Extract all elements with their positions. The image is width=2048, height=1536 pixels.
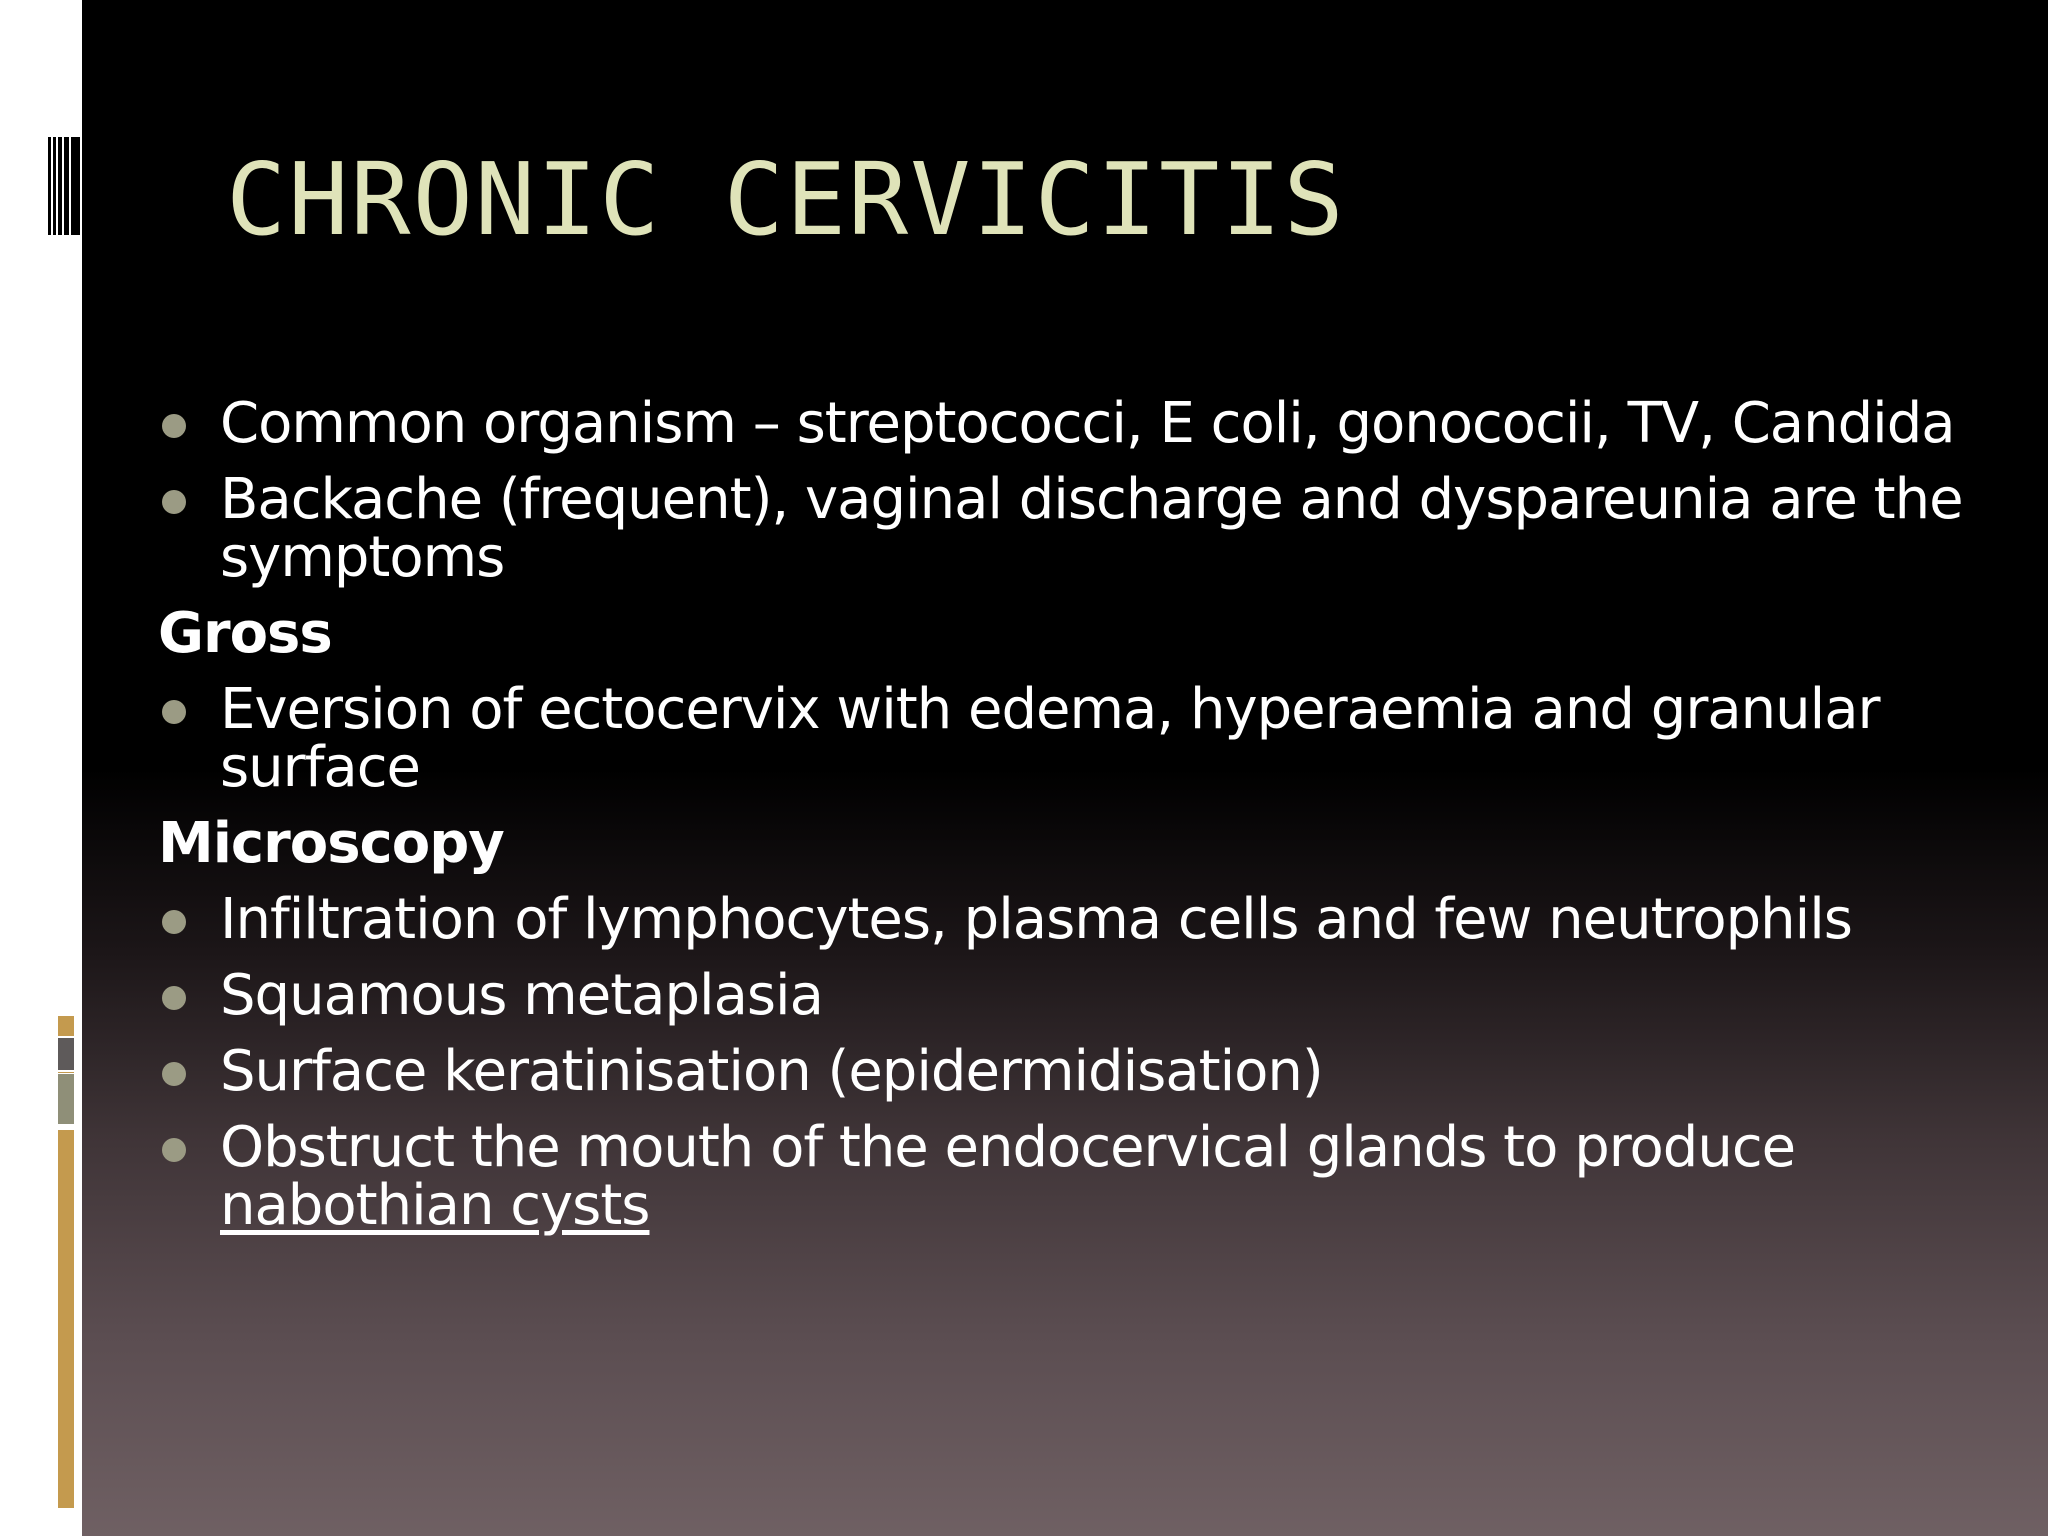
accent-bar xyxy=(58,1130,74,1508)
slide-content xyxy=(158,391,1978,1253)
accent-bar xyxy=(58,1038,74,1070)
bullet-item xyxy=(158,391,1978,456)
bullet-icon xyxy=(162,700,186,724)
section-heading-gross: Gross xyxy=(158,601,332,666)
bullet-icon xyxy=(162,910,186,934)
bullet-icon xyxy=(162,986,186,1010)
accent-bar xyxy=(58,1074,74,1124)
bullet-text: Infiltration of lymphocytes, plasma cells and few neutrophils xyxy=(220,887,1852,952)
bullet-text: Surface keratinisation (epidermidisation) xyxy=(220,1039,1323,1104)
bullet-icon xyxy=(162,490,186,514)
bullet-icon xyxy=(162,1062,186,1086)
accent-bar xyxy=(58,1072,74,1073)
bullet-item xyxy=(158,887,1978,952)
bullet-item xyxy=(158,1039,1978,1104)
decorative-stripes xyxy=(48,137,80,235)
bullet-item xyxy=(158,677,1978,800)
bullet-text: Eversion of ectocervix with edema, hyperaemia and granular surface xyxy=(220,677,1880,800)
slide-title: CHRONIC CERVICITIS xyxy=(226,141,1346,258)
bullet-item xyxy=(158,467,1978,590)
bullet-text: Squamous metaplasia xyxy=(220,963,823,1028)
bullet-item xyxy=(158,963,1978,1028)
section-heading-microscopy: Microscopy xyxy=(158,811,504,876)
accent-bar xyxy=(58,1016,74,1036)
bullet-icon xyxy=(162,1138,186,1162)
bullet-item xyxy=(158,1115,1978,1238)
bullet-text: Common organism – streptococci, E coli, gonococii, TV, Candida xyxy=(220,391,1955,456)
bullet-text: Obstruct the mouth of the endocervical glands to produce xyxy=(220,1115,1796,1180)
nabothian-cysts-link[interactable]: nabothian cysts xyxy=(220,1173,650,1238)
bullet-icon xyxy=(162,414,186,438)
bullet-text: Backache (frequent), vaginal discharge and dyspareunia are the symptoms xyxy=(220,467,1963,590)
